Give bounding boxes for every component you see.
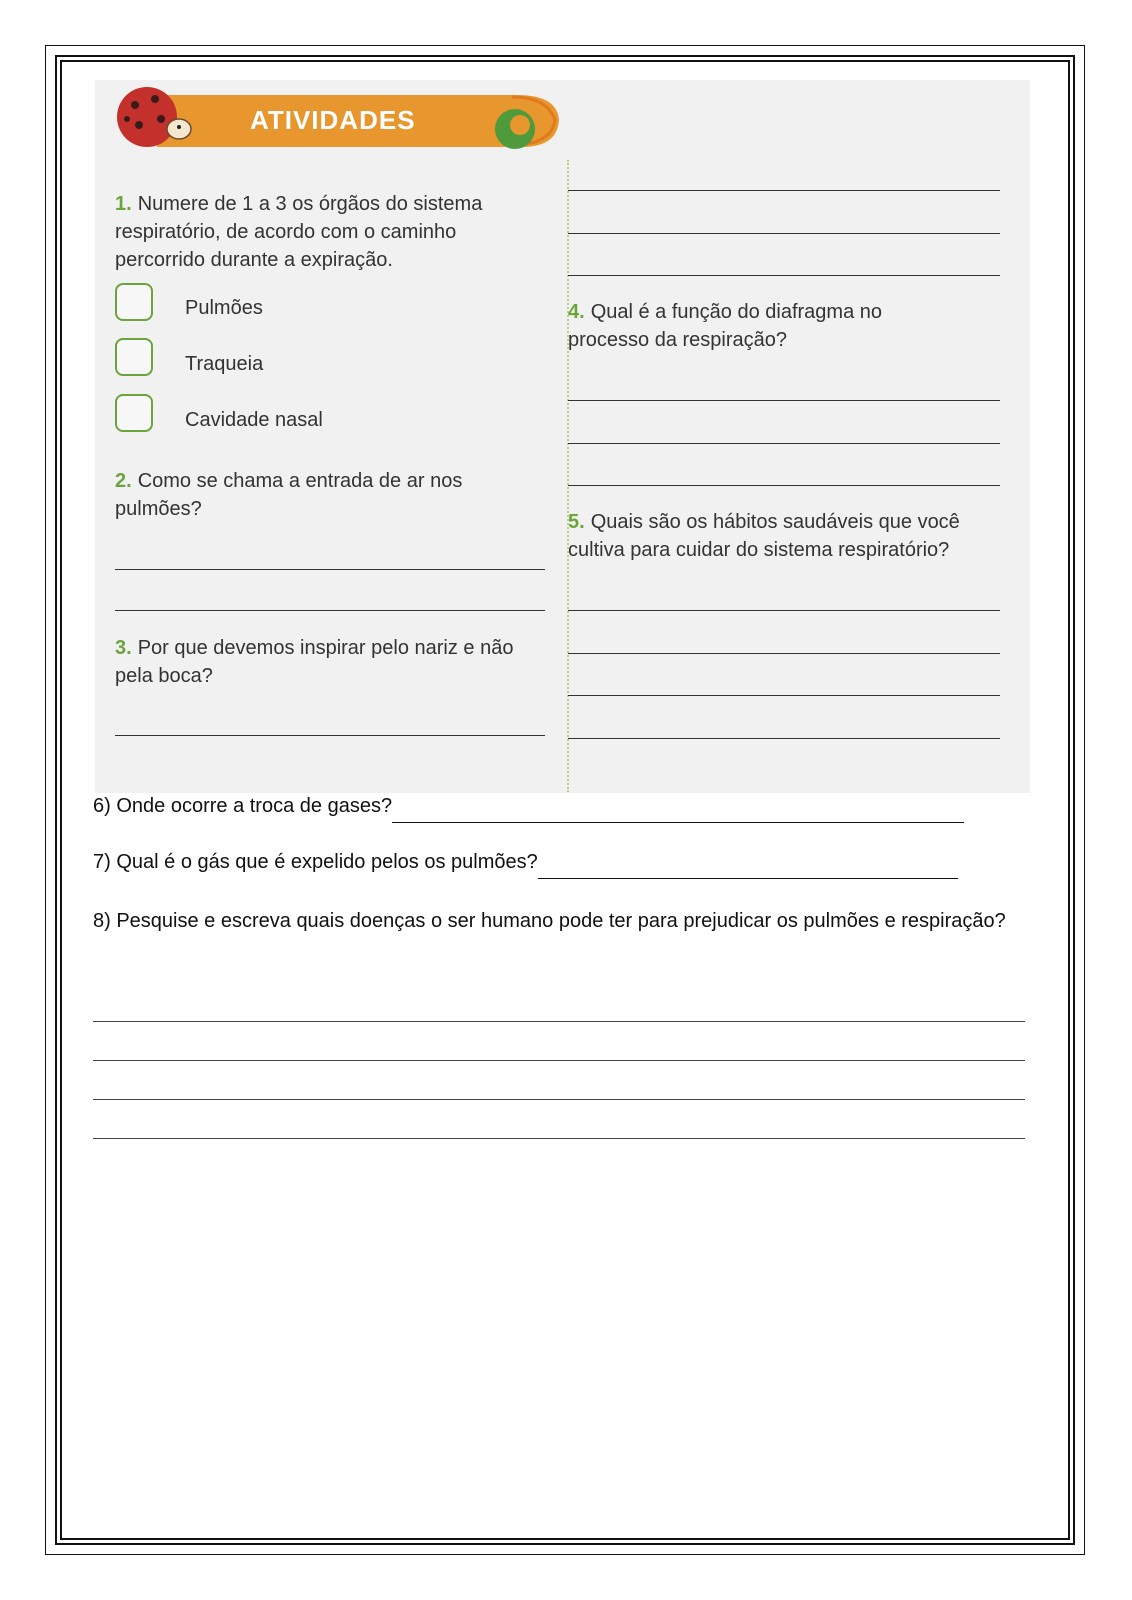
banner-title: ATIVIDADES — [250, 105, 416, 135]
question-1 — [115, 190, 545, 274]
question-5-number: 5. — [568, 511, 585, 533]
answer-line-q3-3[interactable] — [568, 233, 1000, 234]
question-5-text: Quais são os hábitos saudáveis que você cultiva para cuidar do sistema respiratório? — [568, 511, 960, 561]
answer-blank-q7[interactable] — [538, 858, 958, 879]
option-pulmoes: Pulmões — [185, 297, 263, 319]
column-divider — [567, 160, 569, 792]
answer-line-q2-2[interactable] — [115, 610, 545, 611]
answer-line-q8-3[interactable] — [93, 1099, 1025, 1100]
answer-line-q4-2[interactable] — [568, 443, 1000, 444]
checkbox-traqueia[interactable] — [115, 338, 153, 376]
question-6-text: 6) Onde ocorre a troca de gases? — [93, 795, 393, 817]
question-2 — [115, 467, 535, 523]
checkbox-cavidade-nasal[interactable] — [115, 394, 153, 432]
question-4-number: 4. — [568, 301, 585, 323]
answer-line-q5-3[interactable] — [568, 695, 1000, 696]
answer-line-q8-2[interactable] — [93, 1060, 1025, 1061]
question-3 — [115, 634, 545, 690]
question-3-text: Por que devemos inspirar pelo nariz e não pela boca? — [115, 637, 514, 687]
question-6 — [93, 789, 1033, 823]
answer-line-q3-2[interactable] — [568, 190, 1000, 191]
answer-line-q5-2[interactable] — [568, 653, 1000, 654]
checkbox-pulmoes[interactable] — [115, 283, 153, 321]
answer-line-q8-4[interactable] — [93, 1138, 1025, 1139]
question-2-text: Como se chama a entrada de ar nos pulmões? — [115, 470, 463, 520]
answer-line-q3-1[interactable] — [115, 735, 545, 736]
option-traqueia: Traqueia — [185, 353, 264, 375]
answer-line-q2-1[interactable] — [115, 569, 545, 570]
question-2-number: 2. — [115, 470, 132, 492]
question-3-number: 3. — [115, 637, 132, 659]
answer-line-q5-4[interactable] — [568, 738, 1000, 739]
question-8 — [93, 902, 1013, 940]
question-4-text: Qual é a função do diafragma no processo da respiração? — [568, 301, 882, 351]
answer-line-q8-1[interactable] — [93, 1021, 1025, 1022]
answer-line-q3-4[interactable] — [568, 275, 1000, 276]
question-1-text: Numere de 1 a 3 os órgãos do sistema respiratório, de acordo com o caminho percorrido durante a expiração. — [115, 193, 483, 271]
answer-blank-q6[interactable] — [392, 802, 964, 823]
question-8-text: 8) Pesquise e escreva quais doenças o ser humano pode ter para prejudicar os pulmões e respiração? — [93, 910, 1006, 932]
answer-line-q5-1[interactable] — [568, 610, 1000, 611]
question-7 — [93, 845, 1033, 879]
option-cavidade-nasal: Cavidade nasal — [185, 409, 323, 431]
question-7-text: 7) Qual é o gás que é expelido pelos os pulmões? — [93, 851, 538, 873]
question-4 — [568, 298, 948, 354]
answer-line-q4-1[interactable] — [568, 400, 1000, 401]
question-1-number: 1. — [115, 193, 132, 215]
question-5 — [568, 508, 1008, 564]
answer-line-q4-3[interactable] — [568, 485, 1000, 486]
